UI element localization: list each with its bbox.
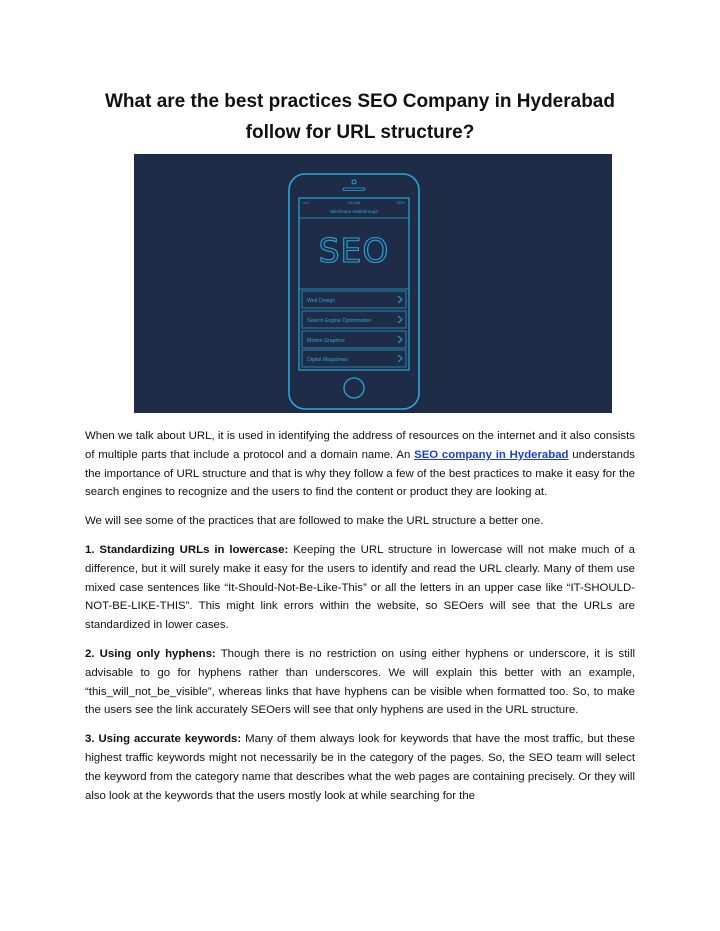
menu-item-digital-magazines: Digital Magazines xyxy=(307,357,348,363)
camera-icon xyxy=(352,180,356,184)
page-title xyxy=(60,86,660,148)
menu-row-3 xyxy=(302,331,406,348)
title-line-1: What are the best practices SEO Company in Hyderabad xyxy=(105,91,615,112)
status-battery: 100% xyxy=(396,201,405,205)
hero-image xyxy=(134,154,612,413)
menu-item-web-design: Web Design xyxy=(307,298,336,304)
chevron-right-icon xyxy=(398,355,402,362)
menu-item-motion-graphics: Motion Graphics xyxy=(307,338,345,344)
intro-text-after-link: understands the importance of URL structure and that is why they follow a few of the best practices to make it easy for the search engines to recognize and the users to find the content or product they are looking at. xyxy=(85,448,635,499)
menu-item-seo: Search Engine Optimization xyxy=(307,318,372,324)
intro-text-before-link: When we talk about URL, it is used in identifying the address of resources on the internet and it also consists of multiple parts that include a protocol and a domain name. An xyxy=(85,430,635,461)
phone-wireframe-illustration xyxy=(134,154,612,413)
article-body xyxy=(85,427,635,815)
practice-paragraph-2 xyxy=(85,645,635,720)
seo-company-link[interactable]: SEO company in Hyderabad xyxy=(414,448,569,461)
practice-text-3: Many of them always look for keywords that have the most traffic, but these highest traffic keywords might not necessarily be in the category of the pages. So, the SEO team will select the keyword from the category name that describes what the web pages are containing precisely. Or they will also look at the keywords that the users mostly look at while searching for the xyxy=(85,733,635,802)
practice-paragraph-1 xyxy=(85,541,635,635)
practice-heading-1: 1. Standardizing URLs in lowercase: xyxy=(85,543,289,556)
title-line-2: follow for URL structure? xyxy=(245,122,475,143)
practice-text-2: Though there is no restriction on using either hyphens or underscore, it is still advisable to go for hyphens rather than underscores. We will explain this better with an example, “this_will_not_be_visible”, whereas links that have hyphens can be visible when formatted too. So, to make the users see the link accurately SEOers will see that only hyphens are used in the URL structure. xyxy=(85,647,636,717)
menu-row-1 xyxy=(302,291,406,308)
practice-heading-3: 3. Using accurate keywords: xyxy=(85,733,242,746)
status-time: 9:41 AM xyxy=(347,201,361,205)
practice-heading-2: 2. Using only hyphens: xyxy=(85,647,216,660)
home-button-icon xyxy=(344,378,364,398)
chevron-right-icon xyxy=(398,296,402,303)
phone-screen xyxy=(299,198,409,370)
menu-row-2 xyxy=(302,311,406,328)
seo-logo-text: SEO xyxy=(318,231,390,270)
practice-text-1: Keeping the URL structure in lowercase will not make much of a difference, but it will surely make it easy for the users to identify and read the URL clearly. Many of them use mixed case sentences like “It-Should-Not-Be-Like-This” or all the letters in an upper case like “IT-SHOULD-NOT-BE-LIKE-THIS”. This might link errors within the website, so SEOers will see that the URLs are standardized in lower cases. xyxy=(85,543,635,632)
speaker-slot xyxy=(343,188,365,191)
chevron-right-icon xyxy=(398,336,402,343)
lead-paragraph: We will see some of the practices that are followed to make the URL structure a better one. xyxy=(85,515,544,528)
intro-paragraph xyxy=(85,427,635,502)
status-signal: ••••• xyxy=(303,201,309,205)
app-header-title: Wireframe Walkthrough xyxy=(329,209,379,214)
menu-row-4 xyxy=(302,350,406,367)
chevron-right-icon xyxy=(398,316,402,323)
practice-paragraph-3 xyxy=(85,730,635,805)
